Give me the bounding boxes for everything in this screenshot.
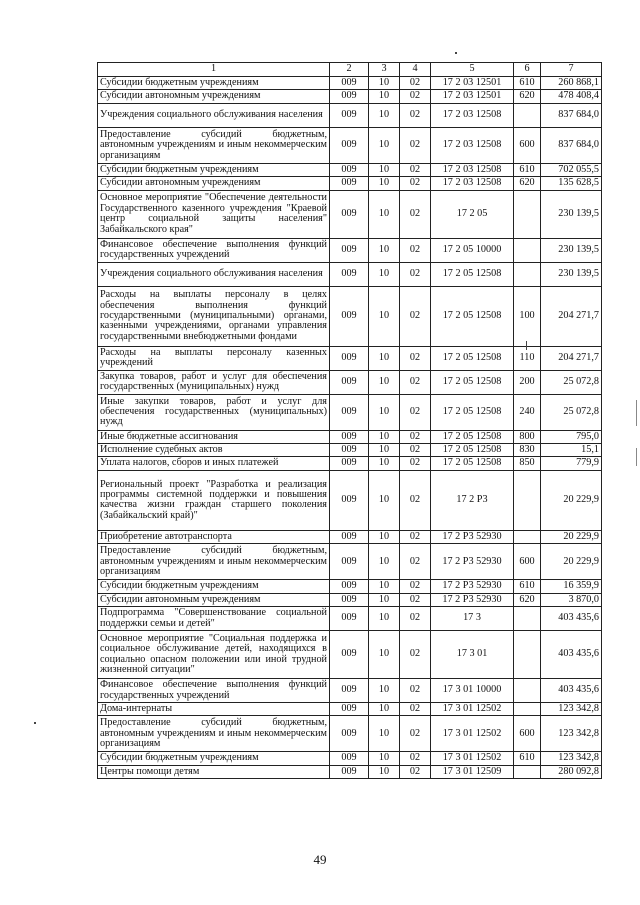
expense-type-cell <box>514 238 541 262</box>
table-row <box>98 177 602 190</box>
subsection-code-cell: 02 <box>400 580 431 593</box>
table-row <box>98 127 602 163</box>
item-name-cell: Субсидии автономным учреждениям <box>98 90 330 103</box>
expense-type-cell: 620 <box>514 177 541 190</box>
section-code-cell: 10 <box>369 765 400 778</box>
item-name-cell: Предоставление субсидий бюджетным, автономным учреждениям и иным некоммерческим организациям <box>98 716 330 752</box>
item-name-cell: Региональный проект "Разработка и реализация программы системной поддержки и повышения качества жизни граждан старшего поколения (Забайкальский край)" <box>98 470 330 530</box>
expense-type-cell: 240 <box>514 394 541 430</box>
item-name-cell: Субсидии автономным учреждениям <box>98 593 330 606</box>
amount-cell: 204 271,7 <box>541 286 602 346</box>
subsection-code-cell: 02 <box>400 703 431 716</box>
section-code-cell: 10 <box>369 177 400 190</box>
table-row <box>98 752 602 765</box>
target-article-cell: 17 2 05 12508 <box>431 457 514 470</box>
expense-type-cell: 200 <box>514 370 541 394</box>
amount-cell: 3 870,0 <box>541 593 602 606</box>
item-name-cell: Финансовое обеспечение выполнения функций государственных учреждений <box>98 679 330 703</box>
item-name-cell: Иные закупки товаров, работ и услуг для обеспечения государственных (муниципальных) нужд <box>98 394 330 430</box>
amount-cell: 280 092,8 <box>541 765 602 778</box>
expense-type-cell <box>514 765 541 778</box>
subsection-code-cell: 02 <box>400 470 431 530</box>
section-code-cell: 10 <box>369 631 400 679</box>
subsection-code-cell: 02 <box>400 346 431 370</box>
item-name-cell: Учреждения социального обслуживания населения <box>98 103 330 127</box>
header-col-1: 1 <box>98 63 330 77</box>
admin-code-cell: 009 <box>330 444 369 457</box>
subsection-code-cell: 02 <box>400 631 431 679</box>
subsection-code-cell: 02 <box>400 127 431 163</box>
target-article-cell: 17 2 05 12508 <box>431 262 514 286</box>
target-article-cell: 17 3 <box>431 607 514 631</box>
table-row <box>98 457 602 470</box>
subsection-code-cell: 02 <box>400 457 431 470</box>
admin-code-cell: 009 <box>330 752 369 765</box>
table-row <box>98 238 602 262</box>
section-code-cell: 10 <box>369 607 400 631</box>
expense-type-cell: 600 <box>514 716 541 752</box>
expense-type-cell: 610 <box>514 580 541 593</box>
subsection-code-cell: 02 <box>400 679 431 703</box>
admin-code-cell: 009 <box>330 177 369 190</box>
subsection-code-cell: 02 <box>400 530 431 543</box>
section-code-cell: 10 <box>369 544 400 580</box>
subsection-code-cell: 02 <box>400 716 431 752</box>
table-body <box>98 77 602 779</box>
subsection-code-cell: 02 <box>400 394 431 430</box>
amount-cell: 779,9 <box>541 457 602 470</box>
target-article-cell: 17 2 P3 52930 <box>431 544 514 580</box>
amount-cell: 837 684,0 <box>541 127 602 163</box>
subsection-code-cell: 02 <box>400 370 431 394</box>
admin-code-cell: 009 <box>330 77 369 90</box>
target-article-cell: 17 2 03 12508 <box>431 127 514 163</box>
amount-cell: 403 435,6 <box>541 679 602 703</box>
admin-code-cell: 009 <box>330 163 369 176</box>
table-row <box>98 593 602 606</box>
amount-cell: 135 628,5 <box>541 177 602 190</box>
table-row <box>98 470 602 530</box>
table-row <box>98 90 602 103</box>
amount-cell: 230 139,5 <box>541 190 602 238</box>
expense-type-cell: 620 <box>514 593 541 606</box>
expense-type-cell <box>514 607 541 631</box>
section-code-cell: 10 <box>369 394 400 430</box>
target-article-cell: 17 2 P3 52930 <box>431 530 514 543</box>
admin-code-cell: 009 <box>330 103 369 127</box>
subsection-code-cell: 02 <box>400 177 431 190</box>
item-name-cell: Предоставление субсидий бюджетным, автономным учреждениям и иным некоммерческим организациям <box>98 127 330 163</box>
target-article-cell: 17 2 03 12508 <box>431 163 514 176</box>
header-col-7: 7 <box>541 63 602 77</box>
admin-code-cell: 009 <box>330 580 369 593</box>
subsection-code-cell: 02 <box>400 544 431 580</box>
expense-type-cell <box>514 679 541 703</box>
expense-type-cell: 830 <box>514 444 541 457</box>
expense-type-cell: 800 <box>514 430 541 443</box>
table-row <box>98 580 602 593</box>
subsection-code-cell: 02 <box>400 593 431 606</box>
page-number: 49 <box>313 852 327 867</box>
section-code-cell: 10 <box>369 103 400 127</box>
subsection-code-cell: 02 <box>400 752 431 765</box>
scan-speck <box>455 52 457 54</box>
expense-type-cell: 100 <box>514 286 541 346</box>
item-name-cell: Основное мероприятие "Обеспечение деятельности Государственного казенного учреждения "Краевой центр социальной защиты населения" Забайкальского края" <box>98 190 330 238</box>
item-name-cell: Центры помощи детям <box>98 765 330 778</box>
section-code-cell: 10 <box>369 127 400 163</box>
table-row <box>98 370 602 394</box>
admin-code-cell: 009 <box>330 593 369 606</box>
section-code-cell: 10 <box>369 190 400 238</box>
expense-type-cell <box>514 631 541 679</box>
section-code-cell: 10 <box>369 752 400 765</box>
subsection-code-cell: 02 <box>400 103 431 127</box>
amount-cell: 204 271,7 <box>541 346 602 370</box>
item-name-cell: Уплата налогов, сборов и иных платежей <box>98 457 330 470</box>
table-row <box>98 530 602 543</box>
admin-code-cell: 009 <box>330 703 369 716</box>
subsection-code-cell: 02 <box>400 77 431 90</box>
target-article-cell: 17 2 05 12508 <box>431 286 514 346</box>
target-article-cell: 17 2 03 12501 <box>431 77 514 90</box>
section-code-cell: 10 <box>369 580 400 593</box>
target-article-cell: 17 3 01 <box>431 631 514 679</box>
admin-code-cell: 009 <box>330 346 369 370</box>
admin-code-cell: 009 <box>330 370 369 394</box>
target-article-cell: 17 2 05 12508 <box>431 346 514 370</box>
item-name-cell: Расходы на выплаты персоналу в целях обеспечения выполнения функций государственными (муниципальными) органами, казенными учреждениями, органами управления государственными внебюджетными фондами <box>98 286 330 346</box>
item-name-cell: Учреждения социального обслуживания населения <box>98 262 330 286</box>
admin-code-cell: 009 <box>330 716 369 752</box>
header-col-4: 4 <box>400 63 431 77</box>
table-row <box>98 765 602 778</box>
amount-cell: 20 229,9 <box>541 470 602 530</box>
admin-code-cell: 009 <box>330 679 369 703</box>
expense-type-cell <box>514 190 541 238</box>
item-name-cell: Расходы на выплаты персоналу казенных учреждений <box>98 346 330 370</box>
target-article-cell: 17 2 P3 52930 <box>431 580 514 593</box>
admin-code-cell: 009 <box>330 607 369 631</box>
section-code-cell: 10 <box>369 346 400 370</box>
expense-type-cell: 620 <box>514 90 541 103</box>
scan-speck <box>34 722 36 724</box>
target-article-cell: 17 2 05 10000 <box>431 238 514 262</box>
subsection-code-cell: 02 <box>400 607 431 631</box>
table-row <box>98 103 602 127</box>
subsection-code-cell: 02 <box>400 163 431 176</box>
section-code-cell: 10 <box>369 716 400 752</box>
amount-cell: 403 435,6 <box>541 631 602 679</box>
amount-cell: 837 684,0 <box>541 103 602 127</box>
expense-type-cell: 600 <box>514 544 541 580</box>
admin-code-cell: 009 <box>330 530 369 543</box>
amount-cell: 123 342,8 <box>541 752 602 765</box>
table-row <box>98 631 602 679</box>
expense-type-cell <box>514 470 541 530</box>
amount-cell: 795,0 <box>541 430 602 443</box>
expense-type-cell: 110 <box>514 346 541 370</box>
amount-cell: 25 072,8 <box>541 370 602 394</box>
amount-cell: 230 139,5 <box>541 262 602 286</box>
table-row <box>98 607 602 631</box>
subsection-code-cell: 02 <box>400 444 431 457</box>
item-name-cell: Исполнение судебных актов <box>98 444 330 457</box>
target-article-cell: 17 3 01 12509 <box>431 765 514 778</box>
target-article-cell: 17 2 05 12508 <box>431 430 514 443</box>
expense-type-cell <box>514 530 541 543</box>
subsection-code-cell: 02 <box>400 765 431 778</box>
target-article-cell: 17 2 P3 52930 <box>431 593 514 606</box>
expense-type-cell: 610 <box>514 77 541 90</box>
admin-code-cell: 009 <box>330 430 369 443</box>
amount-cell: 20 229,9 <box>541 544 602 580</box>
target-article-cell: 17 3 01 12502 <box>431 752 514 765</box>
header-col-5: 5 <box>431 63 514 77</box>
amount-cell: 403 435,6 <box>541 607 602 631</box>
target-article-cell: 17 2 05 12508 <box>431 370 514 394</box>
admin-code-cell: 009 <box>330 90 369 103</box>
table-row <box>98 716 602 752</box>
section-code-cell: 10 <box>369 163 400 176</box>
section-code-cell: 10 <box>369 703 400 716</box>
amount-cell: 25 072,8 <box>541 394 602 430</box>
target-article-cell: 17 2 05 12508 <box>431 394 514 430</box>
amount-cell: 478 408,4 <box>541 90 602 103</box>
admin-code-cell: 009 <box>330 631 369 679</box>
table-row <box>98 77 602 90</box>
section-code-cell: 10 <box>369 286 400 346</box>
amount-cell: 702 055,5 <box>541 163 602 176</box>
target-article-cell: 17 2 05 12508 <box>431 444 514 457</box>
table-row <box>98 286 602 346</box>
admin-code-cell: 009 <box>330 190 369 238</box>
table-row <box>98 190 602 238</box>
scan-edge-mark <box>636 448 637 466</box>
item-name-cell: Субсидии бюджетным учреждениям <box>98 580 330 593</box>
amount-cell: 15,1 <box>541 444 602 457</box>
budget-table <box>97 62 602 779</box>
expense-type-cell: 610 <box>514 752 541 765</box>
amount-cell: 230 139,5 <box>541 238 602 262</box>
section-code-cell: 10 <box>369 444 400 457</box>
section-code-cell: 10 <box>369 470 400 530</box>
item-name-cell: Дома-интернаты <box>98 703 330 716</box>
scan-speck <box>526 341 527 350</box>
admin-code-cell: 009 <box>330 394 369 430</box>
section-code-cell: 10 <box>369 77 400 90</box>
amount-cell: 260 868,1 <box>541 77 602 90</box>
item-name-cell: Иные бюджетные ассигнования <box>98 430 330 443</box>
amount-cell: 20 229,9 <box>541 530 602 543</box>
table-row <box>98 262 602 286</box>
admin-code-cell: 009 <box>330 262 369 286</box>
section-code-cell: 10 <box>369 238 400 262</box>
amount-cell: 123 342,8 <box>541 703 602 716</box>
item-name-cell: Закупка товаров, работ и услуг для обеспечения государственных (муниципальных) нужд <box>98 370 330 394</box>
subsection-code-cell: 02 <box>400 286 431 346</box>
table-row <box>98 430 602 443</box>
target-article-cell: 17 2 03 12508 <box>431 103 514 127</box>
admin-code-cell: 009 <box>330 238 369 262</box>
target-article-cell: 17 2 05 <box>431 190 514 238</box>
item-name-cell: Субсидии бюджетным учреждениям <box>98 77 330 90</box>
expense-type-cell <box>514 103 541 127</box>
item-name-cell: Приобретение автотранспорта <box>98 530 330 543</box>
target-article-cell: 17 3 01 10000 <box>431 679 514 703</box>
amount-cell: 16 359,9 <box>541 580 602 593</box>
expense-type-cell: 610 <box>514 163 541 176</box>
target-article-cell: 17 2 03 12501 <box>431 90 514 103</box>
header-col-2: 2 <box>330 63 369 77</box>
subsection-code-cell: 02 <box>400 430 431 443</box>
item-name-cell: Предоставление субсидий бюджетным, автономным учреждениям и иным некоммерческим организациям <box>98 544 330 580</box>
section-code-cell: 10 <box>369 457 400 470</box>
expense-type-cell <box>514 262 541 286</box>
admin-code-cell: 009 <box>330 765 369 778</box>
item-name-cell: Субсидии бюджетным учреждениям <box>98 163 330 176</box>
subsection-code-cell: 02 <box>400 262 431 286</box>
table-row <box>98 544 602 580</box>
item-name-cell: Основное мероприятие "Социальная поддержка и социальное обслуживание детей, находящихся в социально опасном положении или иной трудной жизненной ситуации" <box>98 631 330 679</box>
item-name-cell: Подпрограмма "Совершенствование социальной поддержки семьи и детей" <box>98 607 330 631</box>
section-code-cell: 10 <box>369 90 400 103</box>
admin-code-cell: 009 <box>330 286 369 346</box>
expense-type-cell: 850 <box>514 457 541 470</box>
table-row <box>98 679 602 703</box>
header-col-6: 6 <box>514 63 541 77</box>
scan-edge-mark <box>636 400 637 426</box>
target-article-cell: 17 3 01 12502 <box>431 716 514 752</box>
header-col-3: 3 <box>369 63 400 77</box>
expense-type-cell <box>514 703 541 716</box>
target-article-cell: 17 2 P3 <box>431 470 514 530</box>
subsection-code-cell: 02 <box>400 190 431 238</box>
item-name-cell: Субсидии бюджетным учреждениям <box>98 752 330 765</box>
item-name-cell: Финансовое обеспечение выполнения функций государственных учреждений <box>98 238 330 262</box>
section-code-cell: 10 <box>369 262 400 286</box>
section-code-cell: 10 <box>369 430 400 443</box>
admin-code-cell: 009 <box>330 470 369 530</box>
table-row <box>98 394 602 430</box>
admin-code-cell: 009 <box>330 544 369 580</box>
target-article-cell: 17 3 01 12502 <box>431 703 514 716</box>
admin-code-cell: 009 <box>330 127 369 163</box>
expense-type-cell: 600 <box>514 127 541 163</box>
section-code-cell: 10 <box>369 530 400 543</box>
table-row <box>98 703 602 716</box>
table-row <box>98 163 602 176</box>
section-code-cell: 10 <box>369 593 400 606</box>
target-article-cell: 17 2 03 12508 <box>431 177 514 190</box>
admin-code-cell: 009 <box>330 457 369 470</box>
header-row <box>98 63 602 77</box>
section-code-cell: 10 <box>369 679 400 703</box>
section-code-cell: 10 <box>369 370 400 394</box>
subsection-code-cell: 02 <box>400 90 431 103</box>
subsection-code-cell: 02 <box>400 238 431 262</box>
item-name-cell: Субсидии автономным учреждениям <box>98 177 330 190</box>
amount-cell: 123 342,8 <box>541 716 602 752</box>
table-row <box>98 444 602 457</box>
